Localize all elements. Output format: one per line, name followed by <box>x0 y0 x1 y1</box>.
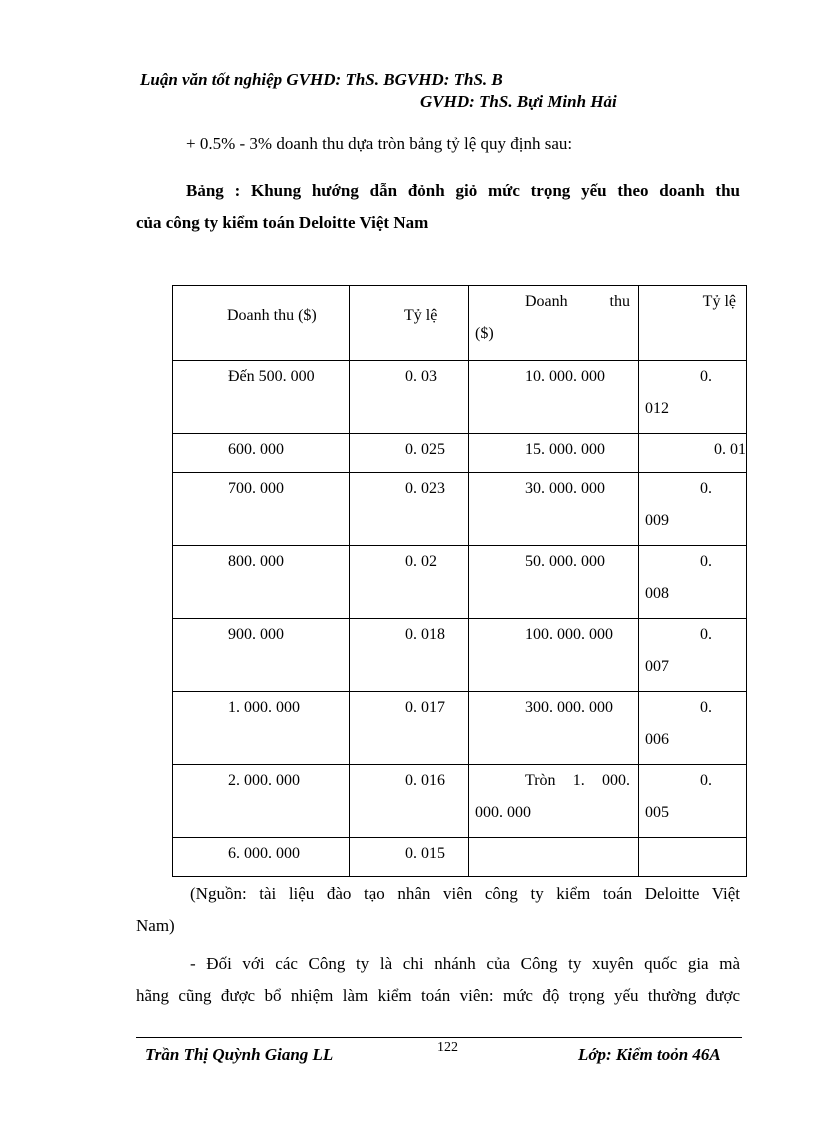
rate-cell: 0. 023 <box>350 473 469 546</box>
revenue-cell: 2. 000. 000 <box>173 765 350 838</box>
header-line-2: GVHD: ThS. Bựi Minh Hải <box>420 92 617 111</box>
paragraph-line-1: - Đối với các Công ty là chi nhánh của Công ty xuyên quốc gia mà <box>190 954 740 973</box>
rate-cell: 0. 017 <box>350 692 469 765</box>
revenue-cell: 15. 000. 000 <box>469 434 639 473</box>
revenue-part-3: 000. <box>601 772 630 789</box>
body-paragraph <box>136 948 740 1012</box>
paragraph-line-2: hãng cũng được bổ nhiệm làm kiểm toán viên: mức độ trọng yếu thường được <box>136 986 740 1005</box>
table-header-row <box>173 286 747 361</box>
revenue-cell: 10. 000. 000 <box>469 361 639 434</box>
header-revenue-2-unit: ($) <box>475 325 494 342</box>
header-revenue-2-word2: thu <box>609 293 630 310</box>
revenue-cell: 800. 000 <box>173 546 350 619</box>
revenue-part-1: Tròn <box>525 772 556 789</box>
table-row <box>173 473 747 546</box>
rate-cell <box>639 473 747 546</box>
page-number: 122 <box>437 1040 458 1055</box>
caption-line-1: Bảng : Khung hướng dẫn đỏnh giỏ mức trọng yếu theo doanh thu <box>186 181 740 200</box>
rate-cell <box>639 361 747 434</box>
source-note <box>136 878 740 942</box>
footer-class: Lớp: Kiểm toỏn 46A <box>578 1045 721 1064</box>
header-revenue-2 <box>469 286 639 361</box>
rate-cell: 0. 015 <box>350 838 469 877</box>
rate-cell: 0. 01 <box>639 434 747 473</box>
rate-part-b: 007 <box>645 658 669 675</box>
rate-cell <box>639 619 747 692</box>
revenue-cell: 600. 000 <box>173 434 350 473</box>
table-row <box>173 838 747 877</box>
footer-divider <box>136 1037 742 1038</box>
rate-cell: 0. 016 <box>350 765 469 838</box>
rate-part-a: 0. <box>700 368 712 385</box>
revenue-cell: 50. 000. 000 <box>469 546 639 619</box>
table-row <box>173 765 747 838</box>
revenue-cell: 1. 000. 000 <box>173 692 350 765</box>
table-row <box>173 692 747 765</box>
rate-part-a: 0. <box>700 772 712 789</box>
header-revenue-2-word1: Doanh <box>525 293 568 310</box>
rate-cell <box>639 546 747 619</box>
rate-cell: 0. 018 <box>350 619 469 692</box>
revenue-part-4: 000. 000 <box>475 804 531 821</box>
rate-table <box>172 285 747 877</box>
rate-part-b: 008 <box>645 585 669 602</box>
rate-part-a: 0. <box>700 626 712 643</box>
revenue-cell <box>469 765 639 838</box>
footer-author: Trần Thị Quỳnh Giang LL <box>145 1045 334 1064</box>
rate-part-b: 009 <box>645 512 669 529</box>
header-revenue-1: Doanh thu ($) <box>173 286 350 361</box>
table-caption <box>136 175 740 239</box>
revenue-cell: Đến 500. 000 <box>173 361 350 434</box>
table-row <box>173 434 747 473</box>
table-row <box>173 619 747 692</box>
revenue-cell: 100. 000. 000 <box>469 619 639 692</box>
revenue-cell: 6. 000. 000 <box>173 838 350 877</box>
rate-cell: 0. 02 <box>350 546 469 619</box>
rate-cell <box>639 765 747 838</box>
caption-line-2: của công ty kiểm toán Deloitte Việt Nam <box>136 213 429 232</box>
intro-text: + 0.5% - 3% doanh thu dựa tròn bảng tỷ lệ quy định sau: <box>186 134 573 153</box>
header-line-1: Luận văn tốt nghiệp GVHD: ThS. BGVHD: ThS. B <box>140 70 503 89</box>
rate-cell <box>639 692 747 765</box>
table-row <box>173 546 747 619</box>
rate-part-a: 0. <box>700 553 712 570</box>
revenue-cell <box>469 838 639 877</box>
rate-cell: 0. 025 <box>350 434 469 473</box>
table-row <box>173 361 747 434</box>
rate-part-b: 006 <box>645 731 669 748</box>
rate-part-b: 012 <box>645 400 669 417</box>
source-line-2: Nam) <box>136 916 175 935</box>
revenue-part-2: 1. <box>572 772 585 789</box>
revenue-cell: 300. 000. 000 <box>469 692 639 765</box>
rate-cell: 0. 03 <box>350 361 469 434</box>
rate-part-a: 0. <box>700 480 712 497</box>
source-line-1: (Nguồn: tài liệu đào tạo nhân viên công ty kiểm toán Deloitte Việt <box>190 884 740 903</box>
rate-part-b: 005 <box>645 804 669 821</box>
header-rate-1: Tỷ lệ <box>350 286 469 361</box>
header-rate-2: Tỷ lệ <box>639 286 747 361</box>
revenue-cell: 900. 000 <box>173 619 350 692</box>
revenue-cell: 30. 000. 000 <box>469 473 639 546</box>
revenue-cell: 700. 000 <box>173 473 350 546</box>
rate-part-a: 0. <box>700 699 712 716</box>
rate-cell <box>639 838 747 877</box>
